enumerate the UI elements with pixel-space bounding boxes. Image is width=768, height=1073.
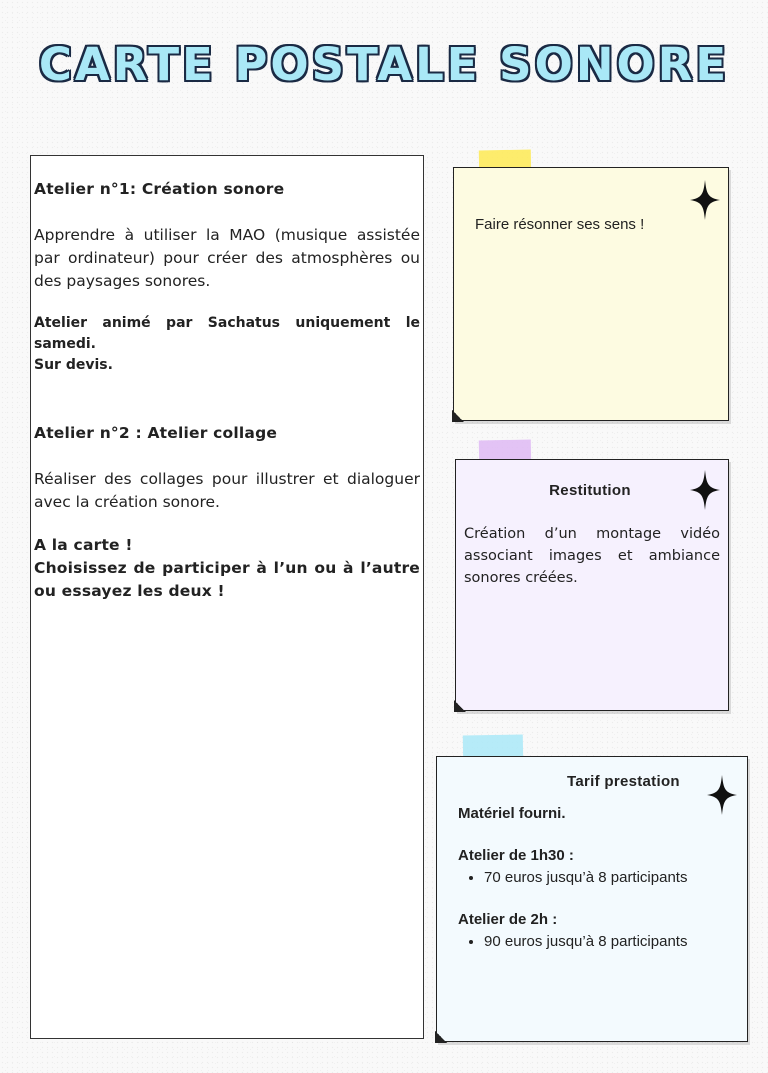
atelier1-note-animator: Atelier animé par Sachatus uniquement le samedi. xyxy=(34,315,420,352)
atelier2-description: Réaliser des collages pour illustrer et dialoguer avec la création sonore. xyxy=(34,470,420,511)
option1-label: Atelier de 1h30 : xyxy=(458,847,574,864)
atelier1-note-quote: Sur devis. xyxy=(34,357,113,373)
note2-body: Création d’un montage vidéo associant images et ambiance sonores créées. xyxy=(464,526,720,586)
materiel-text: Matériel fourni. xyxy=(458,805,566,822)
a-la-carte-heading: A la carte ! xyxy=(34,536,133,554)
sparkle-icon xyxy=(690,470,720,510)
note1-text: Faire résonner ses sens ! xyxy=(475,216,645,233)
atelier1-description: Apprendre à utiliser la MAO (musique assistée par ordinateur) pour créer des atmosphères ou des paysages sonores. xyxy=(34,226,420,290)
note2-title: Restitution xyxy=(549,482,631,499)
page-title: CARTE POSTALE SONORE xyxy=(38,38,730,91)
workshops-panel xyxy=(30,155,424,1039)
page-curl xyxy=(452,410,464,422)
option2-price: • 90 euros jusqu’à 8 participants xyxy=(484,931,738,953)
note-senses xyxy=(453,167,729,421)
pricing-body xyxy=(458,803,738,953)
atelier2-heading: Atelier n°2 : Atelier collage xyxy=(34,424,278,442)
option1-price: • 70 euros jusqu’à 8 participants xyxy=(484,867,738,889)
option1-list xyxy=(458,867,738,889)
sparkle-icon xyxy=(690,180,720,220)
note-restitution xyxy=(455,459,729,711)
page-curl xyxy=(454,700,466,712)
option2-label: Atelier de 2h : xyxy=(458,911,558,928)
atelier1-heading: Atelier n°1: Création sonore xyxy=(34,180,285,198)
note-pricing xyxy=(436,756,748,1042)
a-la-carte-text: Choisissez de participer à l’un ou à l’autre ou essayez les deux ! xyxy=(34,559,420,600)
option2-list xyxy=(458,931,738,953)
note3-title: Tarif prestation xyxy=(567,773,680,790)
page-curl xyxy=(435,1031,447,1043)
